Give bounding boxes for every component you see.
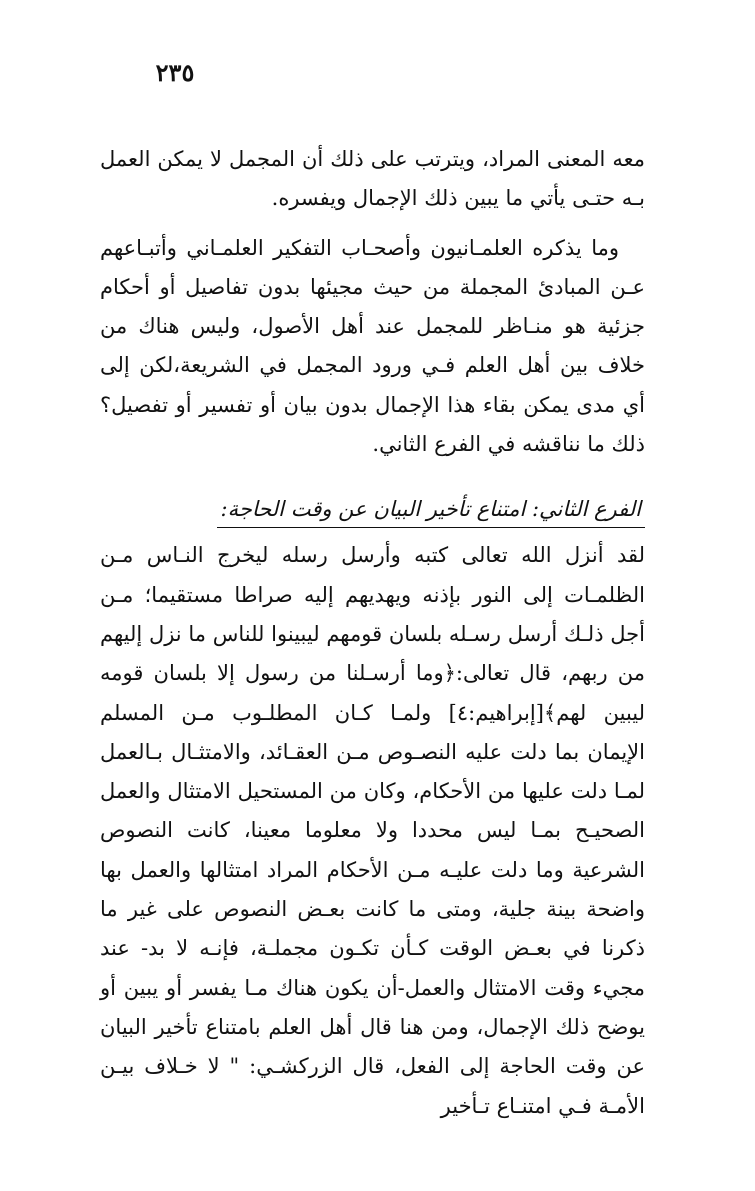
section-body-paragraph: لقد أنزل الله تعالى كتبه وأرسل رسله ليخرج النـاس مـن الظلمـات إلى النور بإذنه ويهديهم إليه صراطا مستقيما؛ مـن أجل ذلـك أرسل رسـله بلسان قومهم ليبينوا للناس ما نزل إليهم من ربهم، قال تعالى:﴿وما أرسـلنا من رسول إلا بلسان قومه ليبين لهم﴾[إبراهيم:٤] ولمـا كـان المطلـوب مـن المسلم الإيمان بما دلت عليه النصـوص مـن العقـائد، والامتثـال بـالعمل لمـا دلت عليها من الأحكام، وكان من المستحيل الامتثال والعمل الصحيـح بمـا ليس محددا ولا معلوما معينا، كانت النصوص الشرعية وما دلت عليـه مـن الأحكام المراد امتثالها والعمل بها واضحة بينة جلية، ومتى ما كانت بعـض النصوص على غير ما ذكرنا في بعـض الوقت كـأن تكـون مجملـة، فإنـه لا بد- عند مجيء وقت الامتثال والعمل-أن يكون هناك مـا يفسر أو يبين أو يوضح ذلك الإجمال، ومن هنا قال أهل العلم بامتناع تأخير البيان عن وقت الحاجة إلى الفعل، قال الزركشـي: " لا خـلاف بيـن الأمـة فـي امتنـاع تـأخير (100, 543, 646, 1118)
section-heading-wrap (100, 492, 645, 528)
page-body (100, 140, 645, 1126)
paragraph-2: وما يذكره العلمـانيون وأصحـاب التفكير العلمـاني وأتبـاعهم عـن المبادئ المجملة من حيث مجيئها بدون تفاصيل أو أحكام جزئية هو منـاظر للمجمل عند أهل الأصول، وليس هناك من خلاف بين أهل العلم فـي ورود المجمل في الشريعة،لكن إلى أي مدى يمكن بقاء هذا الإجمال بدون بيان أو تفسير أو تفصيل؟ ذلك ما نناقشه في الفرع الثاني. (100, 235, 645, 457)
section-heading: الفرع الثاني: امتناع تأخير البيان عن وقت الحاجة: (217, 492, 645, 528)
page-number: ٢٣٥ (155, 58, 195, 87)
paragraph-1: معه المعنى المراد، ويترتب على ذلك أن المجمل لا يمكن العمل بـه حتـى يأتي ما يبين ذلك الإجمال ويفسره. (100, 147, 645, 211)
